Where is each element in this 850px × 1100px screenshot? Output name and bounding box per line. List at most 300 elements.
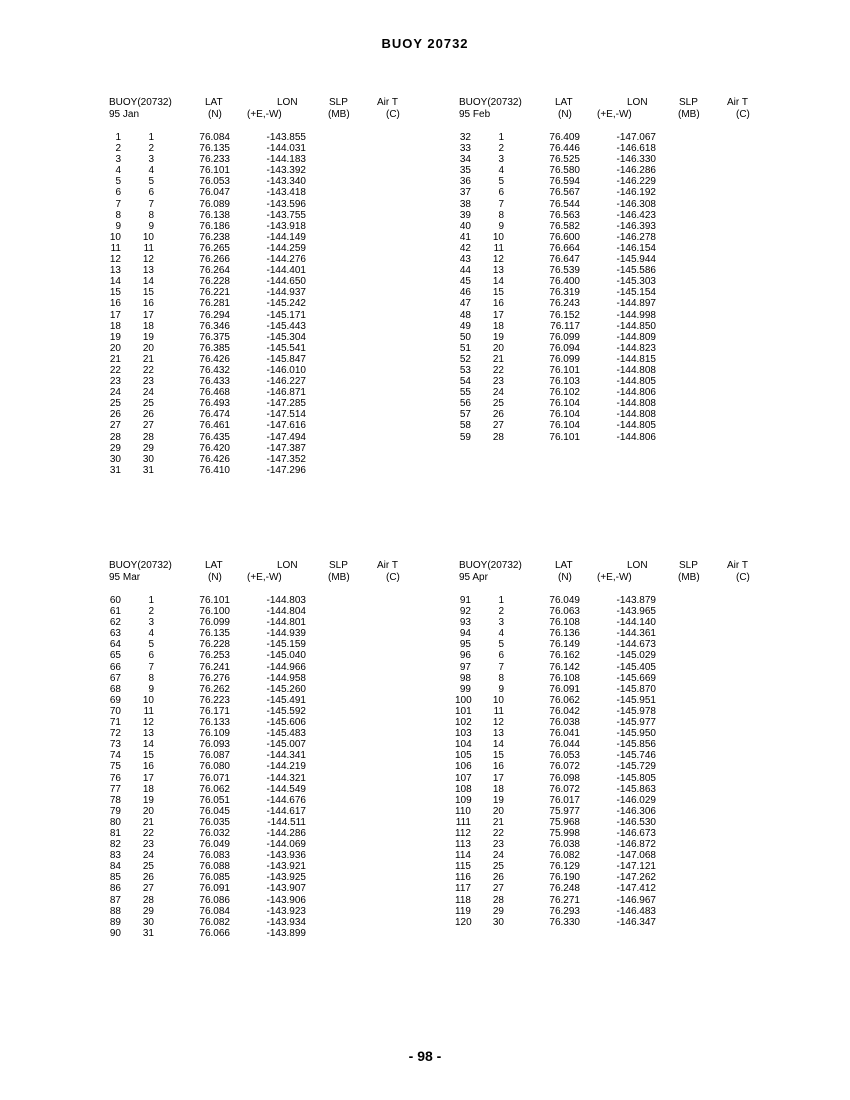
table-row	[110, 684, 410, 695]
row-day: 18	[142, 783, 154, 795]
row-latitude: 76.051	[199, 794, 230, 806]
table-row	[110, 917, 410, 928]
row-longitude: -144.958	[266, 672, 306, 684]
row-latitude: 76.580	[549, 165, 580, 177]
row-day: 2	[498, 606, 504, 618]
row-latitude: 76.171	[199, 705, 230, 717]
table-row	[110, 872, 410, 883]
row-day: 11	[493, 705, 504, 717]
row-longitude: -146.483	[616, 905, 656, 917]
header-slp: SLP	[329, 560, 348, 571]
header-airt-unit: (C)	[736, 109, 750, 120]
row-day: 14	[492, 739, 504, 751]
row-day: 5	[148, 639, 154, 651]
table-row	[455, 816, 760, 828]
row-longitude: -143.596	[266, 198, 306, 210]
row-day: 10	[492, 694, 504, 706]
row-day: 28	[492, 431, 504, 443]
row-latitude: 76.539	[549, 265, 580, 277]
row-sequence: 63	[109, 628, 121, 640]
row-day: 4	[498, 628, 504, 640]
row-longitude: -143.906	[266, 894, 306, 906]
row-day: 20	[492, 342, 504, 354]
row-day: 6	[148, 187, 154, 199]
table-row	[460, 276, 760, 287]
row-latitude: 76.136	[549, 628, 580, 640]
row-longitude: -145.586	[616, 265, 656, 277]
table-row	[460, 243, 760, 254]
table-row	[110, 850, 410, 861]
row-latitude: 76.053	[549, 750, 580, 762]
row-longitude: -144.286	[266, 827, 306, 839]
row-day: 7	[148, 198, 154, 210]
row-sequence: 7	[115, 198, 121, 210]
row-sequence: 62	[109, 617, 121, 629]
row-sequence: 40	[459, 220, 471, 232]
row-longitude: -147.616	[266, 420, 306, 432]
row-longitude: -145.491	[266, 694, 306, 706]
table-row	[110, 376, 410, 387]
header-lat-unit: (N)	[558, 572, 572, 583]
row-sequence: 120	[455, 916, 472, 928]
table-row	[110, 454, 410, 465]
table-row	[460, 210, 760, 221]
row-sequence: 118	[455, 894, 471, 906]
row-day: 27	[492, 420, 504, 432]
row-day: 10	[142, 694, 154, 706]
row-sequence: 6	[115, 187, 121, 199]
row-sequence: 11	[110, 242, 121, 254]
row-sequence: 19	[109, 331, 121, 343]
row-sequence: 34	[459, 154, 471, 166]
header-slp-unit: (MB)	[678, 109, 700, 120]
row-day: 1	[498, 595, 504, 606]
table-row	[110, 662, 410, 673]
row-sequence: 76	[109, 772, 121, 784]
row-day: 12	[142, 717, 154, 729]
table-row	[110, 154, 410, 165]
header-airt: Air T	[377, 560, 398, 571]
row-latitude: 76.594	[549, 176, 580, 188]
row-latitude: 76.041	[549, 728, 580, 740]
row-latitude: 76.468	[199, 387, 230, 399]
row-latitude: 76.221	[199, 287, 230, 299]
row-longitude: -145.944	[616, 254, 656, 266]
row-sequence: 55	[459, 387, 471, 399]
row-latitude: 76.223	[199, 694, 230, 706]
row-sequence: 35	[459, 165, 471, 177]
row-latitude: 75.977	[549, 805, 580, 817]
table-row	[110, 143, 410, 154]
row-longitude: -144.140	[616, 617, 656, 629]
row-sequence: 82	[109, 839, 121, 851]
row-longitude: -147.494	[266, 431, 306, 443]
table-row	[110, 365, 410, 376]
row-longitude: -145.483	[266, 728, 306, 740]
row-latitude: 76.241	[199, 661, 230, 673]
table-row	[455, 783, 760, 795]
row-day: 18	[142, 320, 154, 332]
row-latitude: 76.099	[199, 617, 230, 629]
row-day: 23	[492, 376, 504, 388]
row-longitude: -145.592	[266, 705, 306, 717]
row-day: 28	[142, 431, 154, 443]
row-day: 6	[498, 650, 504, 662]
row-day: 4	[148, 628, 154, 640]
row-sequence: 36	[459, 176, 471, 188]
row-latitude: 76.082	[199, 916, 230, 928]
table-row	[460, 365, 760, 376]
row-longitude: -147.067	[616, 132, 656, 143]
row-latitude: 76.099	[549, 331, 580, 343]
row-sequence: 2	[115, 143, 121, 155]
table-row	[460, 684, 760, 695]
row-day: 24	[142, 387, 154, 399]
header-lon-unit: (+E,-W)	[597, 572, 632, 583]
table-row	[110, 706, 410, 717]
row-sequence: 51	[459, 342, 471, 354]
table-row	[110, 387, 410, 398]
row-sequence: 80	[109, 816, 121, 828]
table-row	[110, 132, 410, 143]
row-day: 9	[498, 683, 504, 695]
table-row	[460, 265, 760, 276]
row-sequence: 60	[109, 595, 121, 606]
header-period: 95 Apr	[459, 572, 488, 583]
table-row	[455, 883, 760, 895]
row-day: 9	[148, 683, 154, 695]
row-sequence: 108	[455, 783, 472, 795]
row-longitude: -147.068	[616, 850, 656, 862]
row-latitude: 76.066	[199, 927, 230, 939]
row-longitude: -146.872	[616, 839, 656, 851]
table-row	[110, 187, 410, 198]
table-row	[460, 420, 760, 431]
row-sequence: 95	[459, 639, 471, 651]
row-day: 18	[492, 320, 504, 332]
row-latitude: 76.276	[199, 672, 230, 684]
table-row	[455, 772, 760, 784]
row-sequence: 112	[455, 827, 471, 839]
row-sequence: 66	[109, 661, 121, 673]
row-day: 9	[498, 220, 504, 232]
row-latitude: 76.101	[199, 595, 230, 606]
row-day: 17	[492, 309, 504, 321]
row-day: 1	[148, 595, 154, 606]
row-sequence: 102	[455, 717, 472, 729]
table-row	[455, 728, 760, 740]
row-longitude: -144.361	[616, 628, 656, 640]
table-row	[110, 165, 410, 176]
table-row	[460, 639, 760, 650]
row-day: 8	[148, 672, 154, 684]
row-latitude: 76.098	[549, 772, 580, 784]
table-row	[455, 916, 760, 928]
row-longitude: -143.899	[266, 927, 306, 939]
row-longitude: -146.278	[616, 231, 656, 243]
row-day: 27	[142, 420, 154, 432]
table-row	[460, 387, 760, 398]
row-day: 1	[498, 132, 504, 143]
row-sequence: 105	[455, 750, 472, 762]
row-sequence: 64	[109, 639, 121, 651]
row-sequence: 97	[459, 661, 471, 673]
row-longitude: -145.007	[266, 739, 306, 751]
row-longitude: -143.918	[266, 220, 306, 232]
row-latitude: 75.968	[549, 816, 580, 828]
row-latitude: 76.062	[549, 694, 580, 706]
row-sequence: 91	[459, 595, 471, 606]
row-sequence: 98	[459, 672, 471, 684]
header-slp-unit: (MB)	[328, 572, 350, 583]
row-sequence: 77	[109, 783, 121, 795]
row-latitude: 76.091	[199, 883, 230, 895]
table-row	[110, 906, 410, 917]
row-latitude: 76.038	[549, 717, 580, 729]
row-day: 22	[142, 364, 154, 376]
table-row	[460, 432, 760, 443]
header-airt: Air T	[727, 97, 748, 108]
table-row	[110, 817, 410, 828]
row-sequence: 111	[455, 816, 471, 828]
row-sequence: 31	[109, 464, 121, 476]
table-row	[110, 343, 410, 354]
table-row	[460, 232, 760, 243]
table-row	[110, 606, 410, 617]
row-day: 24	[142, 850, 154, 862]
row-longitude: -145.260	[266, 683, 306, 695]
header-slp: SLP	[679, 97, 698, 108]
row-longitude: -144.321	[266, 772, 306, 784]
table-rows	[110, 595, 410, 939]
row-latitude: 76.088	[199, 861, 230, 873]
row-day: 30	[492, 916, 504, 928]
row-latitude: 76.117	[550, 320, 580, 332]
row-day: 5	[498, 639, 504, 651]
row-longitude: -145.606	[266, 717, 306, 729]
row-latitude: 76.243	[549, 298, 580, 310]
row-day: 15	[492, 750, 504, 762]
row-latitude: 76.228	[199, 639, 230, 651]
row-latitude: 76.053	[199, 176, 230, 188]
row-longitude: -143.925	[266, 872, 306, 884]
row-day: 26	[142, 872, 154, 884]
header-lat: LAT	[555, 560, 573, 571]
row-day: 22	[492, 827, 504, 839]
row-sequence: 5	[115, 176, 121, 188]
row-sequence: 115	[455, 861, 471, 873]
table-row	[110, 828, 410, 839]
header-lat-unit: (N)	[558, 109, 572, 120]
row-day: 25	[492, 398, 504, 410]
row-longitude: -146.393	[616, 220, 656, 232]
row-day: 19	[142, 794, 154, 806]
row-latitude: 76.294	[199, 309, 230, 321]
table-row	[110, 176, 410, 187]
row-sequence: 101	[455, 705, 472, 717]
row-longitude: -144.650	[266, 276, 306, 288]
table-row	[110, 210, 410, 221]
header-lat: LAT	[205, 560, 223, 571]
row-day: 6	[498, 187, 504, 199]
row-day: 9	[148, 220, 154, 232]
row-longitude: -146.229	[616, 176, 656, 188]
row-longitude: -146.530	[616, 816, 656, 828]
row-sequence: 72	[109, 728, 121, 740]
table-row	[460, 398, 760, 409]
table-row	[110, 409, 410, 420]
row-day: 12	[142, 254, 154, 266]
row-sequence: 86	[109, 883, 121, 895]
row-sequence: 46	[459, 287, 471, 299]
row-latitude: 76.082	[549, 850, 580, 862]
row-day: 10	[492, 231, 504, 243]
row-day: 22	[142, 827, 154, 839]
table-block-mar	[109, 560, 410, 939]
row-day: 17	[142, 772, 154, 784]
header-lon: LON	[627, 97, 648, 108]
row-longitude: -145.863	[616, 783, 656, 795]
row-day: 29	[142, 442, 154, 454]
table-row	[460, 332, 760, 343]
row-sequence: 89	[109, 916, 121, 928]
row-longitude: -144.149	[266, 231, 306, 243]
row-latitude: 76.266	[199, 254, 230, 266]
row-day: 13	[492, 728, 504, 740]
table-row	[460, 221, 760, 232]
row-longitude: -146.308	[616, 198, 656, 210]
row-latitude: 76.346	[199, 320, 230, 332]
row-latitude: 76.420	[199, 442, 230, 454]
row-latitude: 76.600	[549, 231, 580, 243]
row-day: 2	[148, 143, 154, 155]
row-latitude: 76.410	[199, 464, 230, 476]
row-longitude: -145.443	[266, 320, 306, 332]
row-longitude: -143.392	[266, 165, 306, 177]
header-lon-unit: (+E,-W)	[247, 109, 282, 120]
row-longitude: -144.806	[616, 431, 656, 443]
row-longitude: -144.850	[616, 320, 656, 332]
table-row	[460, 673, 760, 684]
row-longitude: -145.171	[266, 309, 306, 321]
row-latitude: 76.330	[549, 916, 580, 928]
row-latitude: 76.664	[549, 242, 580, 254]
header-lat: LAT	[555, 97, 573, 108]
row-latitude: 76.238	[199, 231, 230, 243]
row-longitude: -144.808	[616, 364, 656, 376]
row-sequence: 29	[109, 442, 121, 454]
table-row	[460, 187, 760, 198]
row-sequence: 10	[109, 231, 121, 243]
table-row	[110, 839, 410, 850]
row-sequence: 26	[109, 409, 121, 421]
row-longitude: -144.939	[266, 628, 306, 640]
row-sequence: 15	[109, 287, 121, 299]
row-longitude: -143.879	[616, 595, 656, 606]
row-longitude: -146.330	[616, 154, 656, 166]
table-row	[110, 595, 410, 606]
table-block-feb	[459, 97, 760, 443]
row-sequence: 73	[109, 739, 121, 751]
row-longitude: -145.029	[616, 650, 656, 662]
row-sequence: 96	[459, 650, 471, 662]
row-latitude: 76.138	[199, 209, 230, 221]
row-latitude: 76.474	[199, 409, 230, 421]
row-longitude: -144.804	[266, 606, 306, 618]
row-latitude: 75.998	[549, 827, 580, 839]
row-longitude: -146.423	[616, 209, 656, 221]
row-latitude: 76.582	[549, 220, 580, 232]
row-longitude: -146.673	[616, 827, 656, 839]
row-longitude: -144.069	[266, 839, 306, 851]
row-latitude: 76.072	[549, 783, 580, 795]
row-day: 16	[492, 298, 504, 310]
table-row	[110, 398, 410, 409]
row-latitude: 76.089	[199, 198, 230, 210]
row-day: 29	[492, 905, 504, 917]
row-sequence: 37	[459, 187, 471, 199]
row-day: 11	[143, 242, 154, 254]
row-latitude: 76.104	[549, 398, 580, 410]
row-sequence: 50	[459, 331, 471, 343]
row-sequence: 53	[459, 364, 471, 376]
row-sequence: 58	[459, 420, 471, 432]
header-period: 95 Feb	[459, 109, 491, 120]
row-sequence: 56	[459, 398, 471, 410]
row-day: 21	[142, 816, 154, 828]
row-latitude: 76.253	[199, 650, 230, 662]
table-row	[460, 606, 760, 617]
table-row	[110, 728, 410, 739]
row-sequence: 93	[459, 617, 471, 629]
row-latitude: 76.135	[199, 143, 230, 155]
row-day: 23	[142, 839, 154, 851]
table-row	[455, 717, 760, 729]
row-longitude: -144.966	[266, 661, 306, 673]
row-sequence: 48	[459, 309, 471, 321]
table-row	[110, 254, 410, 265]
table-row	[455, 905, 760, 917]
row-longitude: -146.967	[616, 894, 656, 906]
row-sequence: 14	[109, 276, 121, 288]
row-latitude: 76.072	[549, 761, 580, 773]
row-longitude: -146.227	[266, 376, 306, 388]
table-row	[455, 750, 760, 762]
row-longitude: -146.029	[616, 794, 656, 806]
row-day: 21	[492, 353, 504, 365]
table-block-jan	[109, 97, 410, 476]
table-row	[455, 861, 760, 873]
row-day: 17	[142, 309, 154, 321]
table-row	[110, 650, 410, 661]
row-day: 10	[142, 231, 154, 243]
table-row	[455, 739, 760, 751]
table-row	[110, 276, 410, 287]
row-day: 31	[142, 464, 154, 476]
table-row	[110, 465, 410, 476]
table-row	[460, 176, 760, 187]
header-lon-unit: (+E,-W)	[597, 109, 632, 120]
row-latitude: 76.142	[549, 661, 580, 673]
table-row	[110, 243, 410, 254]
row-longitude: -143.418	[266, 187, 306, 199]
header-buoy: BUOY(20732)	[459, 560, 522, 571]
row-longitude: -144.806	[616, 387, 656, 399]
row-sequence: 13	[109, 265, 121, 277]
row-day: 13	[142, 728, 154, 740]
table-row	[110, 717, 410, 728]
row-latitude: 76.047	[199, 187, 230, 199]
